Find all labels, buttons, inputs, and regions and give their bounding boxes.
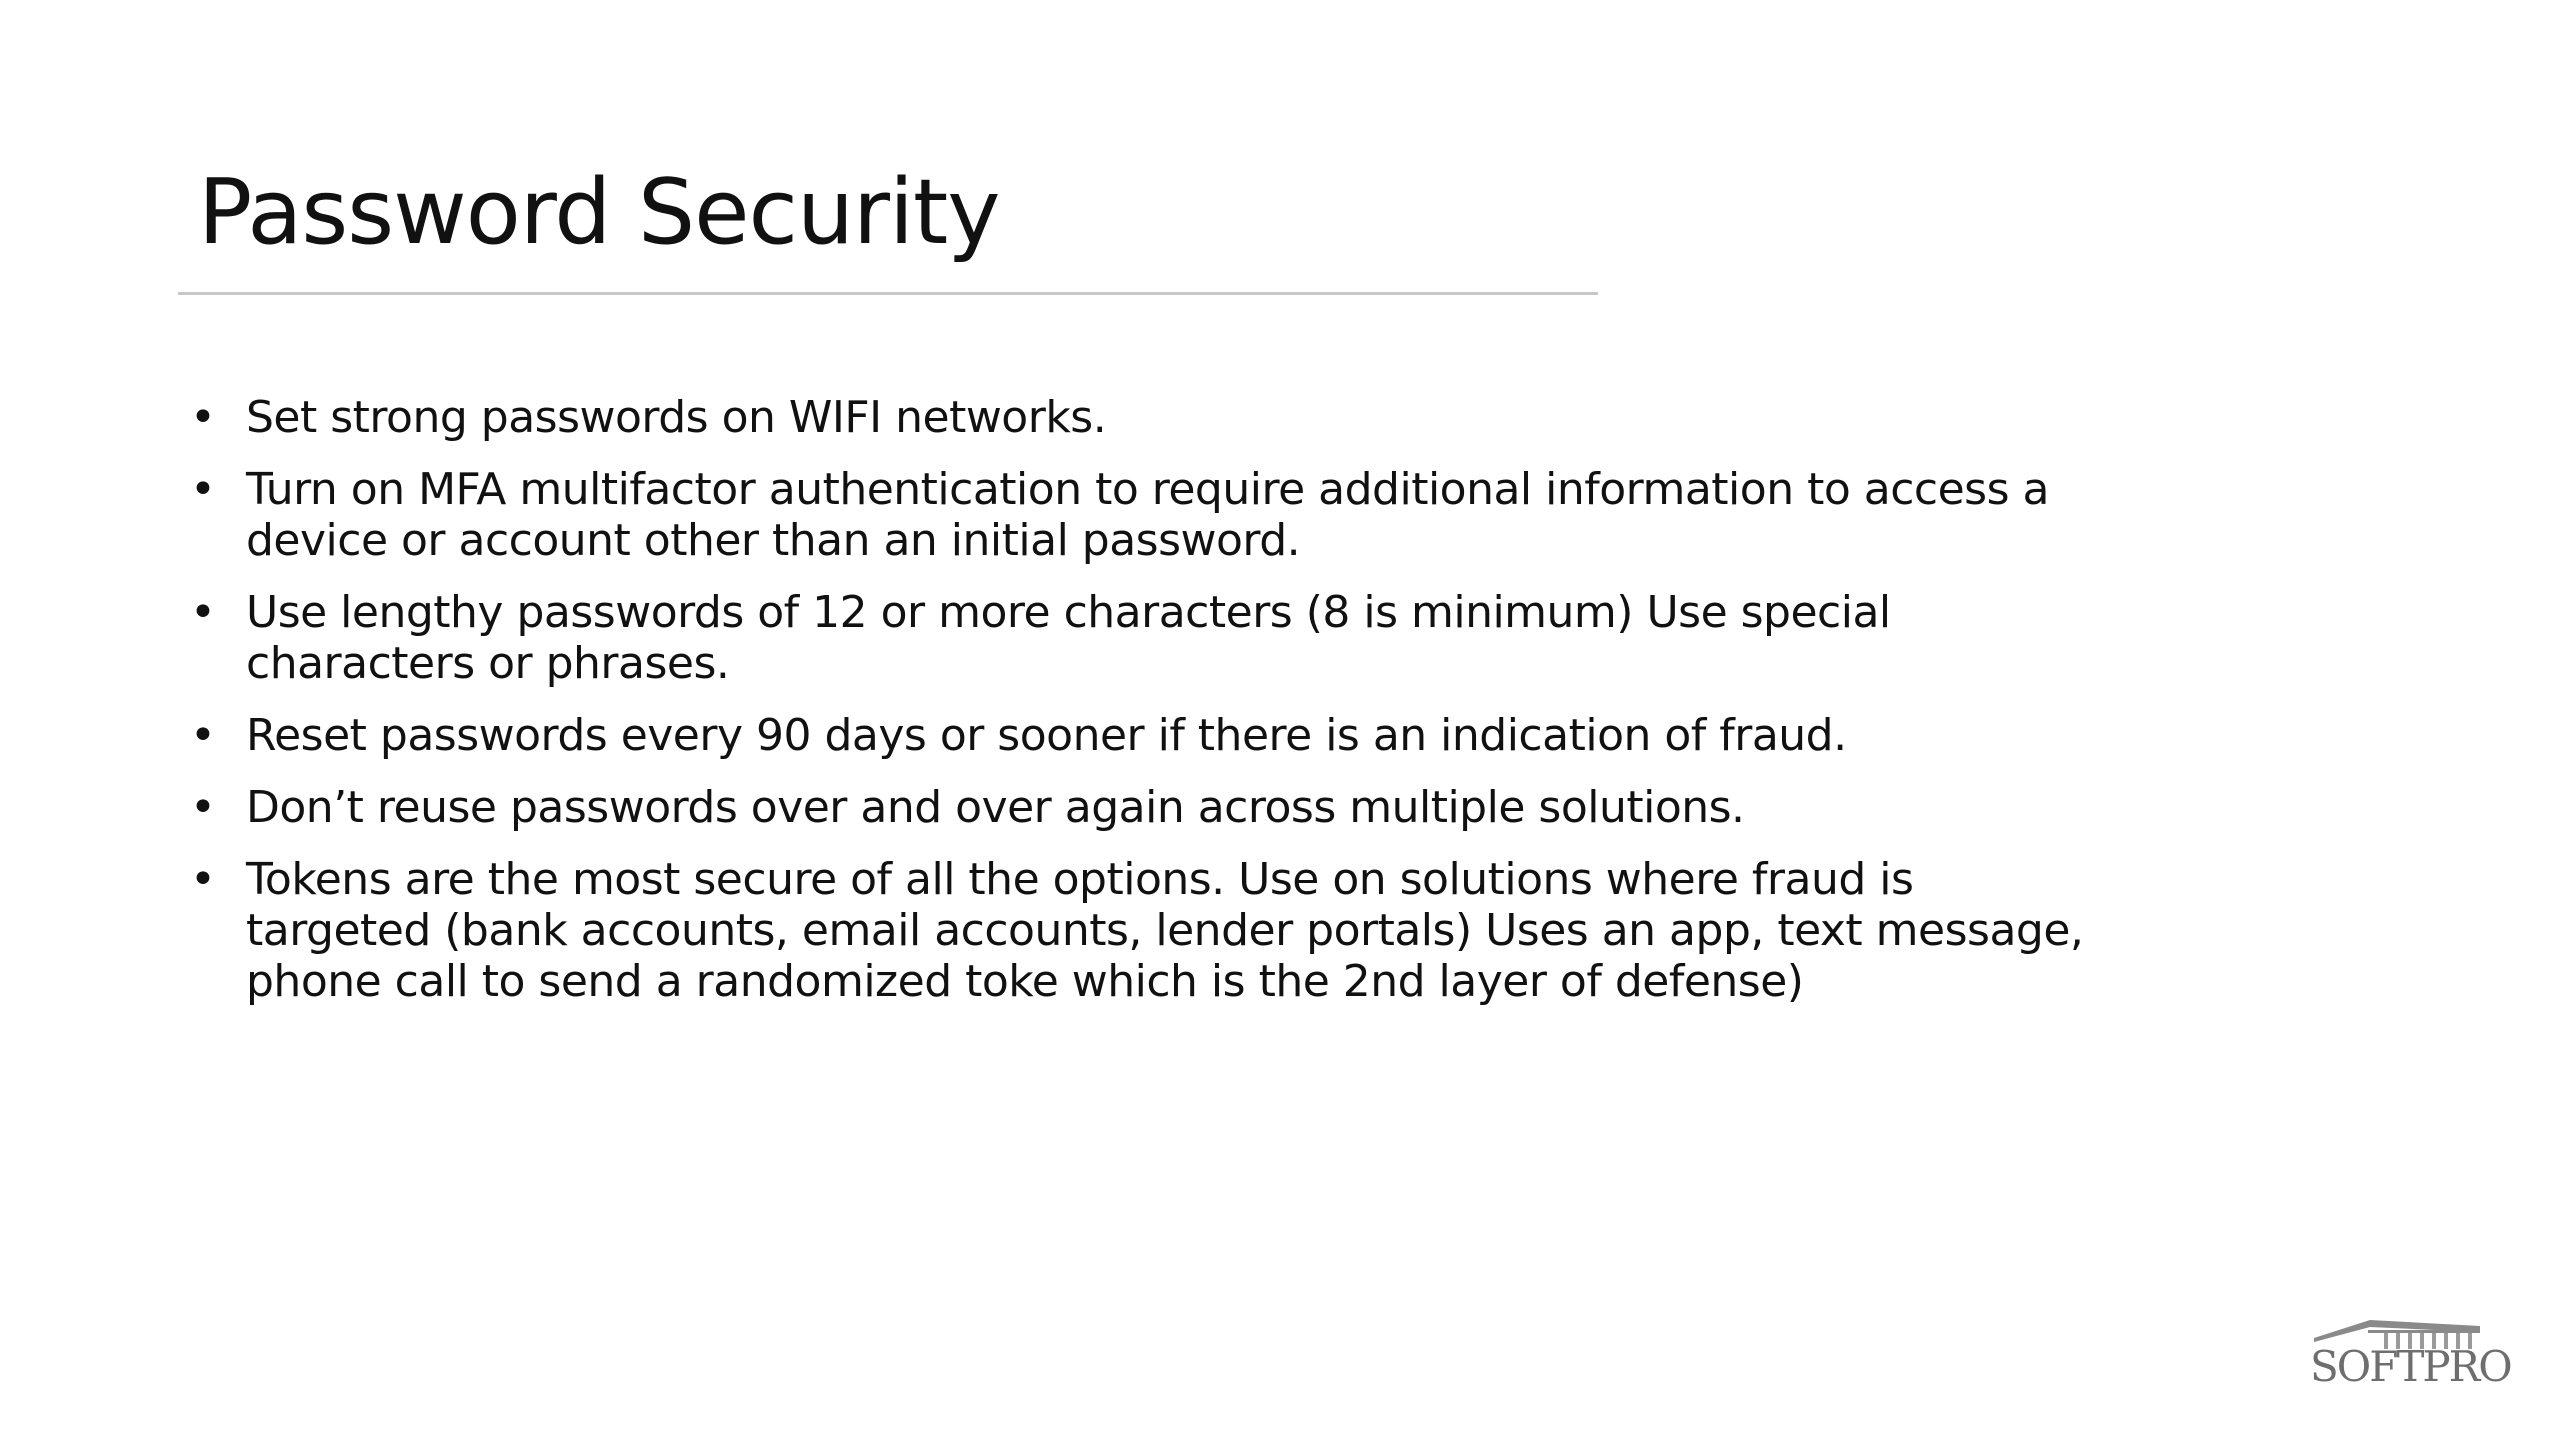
slide-title: Password Security: [198, 160, 1000, 265]
bullet-dot-icon: •: [190, 710, 216, 761]
bullet-text: Set strong passwords on WIFI networks.: [246, 392, 1107, 443]
bullet-dot-icon: •: [190, 854, 216, 905]
bullet-text: Use lengthy passwords of 12 or more characters (8 is minimum) Use special characters or phrases.: [246, 587, 1891, 689]
bullet-list: [190, 392, 2090, 1028]
bullet-text: Turn on MFA multifactor authentication to require additional information to access a device or account other than an initial password.: [246, 464, 2049, 566]
logo-wordmark: SOFTPRO: [2310, 1342, 2511, 1391]
bullet-item: [190, 710, 2090, 761]
bullet-text: Don’t reuse passwords over and over again across multiple solutions.: [246, 782, 1745, 833]
bullet-item: [190, 854, 2090, 1007]
bullet-dot-icon: •: [190, 392, 216, 443]
bullet-item: [190, 782, 2090, 833]
bullet-dot-icon: •: [190, 464, 216, 515]
softpro-logo: [2310, 1318, 2511, 1391]
bullet-text: Tokens are the most secure of all the options. Use on solutions where fraud is targeted (bank accounts, email accounts, lender portals) Uses an app, text message, phone call to send a randomized toke which is the 2nd layer of defense): [246, 854, 2084, 1007]
bullet-text: Reset passwords every 90 days or sooner if there is an indication of fraud.: [246, 710, 1847, 761]
bullet-item: [190, 587, 2090, 689]
bullet-dot-icon: •: [190, 587, 216, 638]
title-divider: [178, 292, 1598, 295]
bullet-item: [190, 392, 2090, 443]
bullet-dot-icon: •: [190, 782, 216, 833]
bullet-item: [190, 464, 2090, 566]
